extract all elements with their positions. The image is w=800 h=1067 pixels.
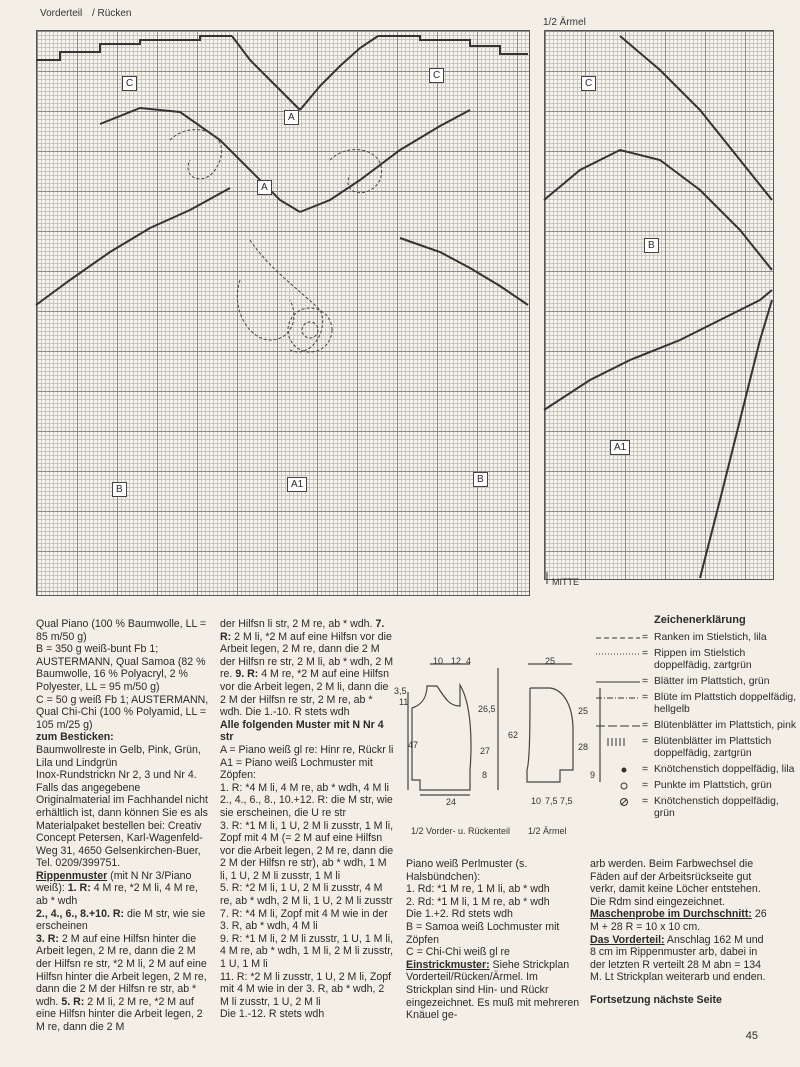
legend-item: = Blütenblätter im Plattstich, pink — [594, 720, 800, 732]
legend-item: = Rippen im Stielstich doppelfädig, zartgrün — [594, 648, 800, 672]
paragraph: Falls das angegebene Originalmaterial im Fachhandel nicht erhältlich ist, dann können Sie es als Materialpaket bestellen bei: Creativ Concept Petersen, Karl-Wagenfeld-Weg 31, 4650 Gelsenkirchen-Buer, Tel. 0209/399751. — [36, 781, 208, 870]
dim-sleeve-bottom-3: 7,5 — [560, 796, 573, 806]
paragraph: A1 = Piano weiß Lochmuster mit Zöpfen: — [220, 756, 373, 782]
dim-front-val-3: 27 — [480, 746, 491, 756]
dim-front-top-1: 10 — [433, 656, 444, 666]
dim-sleeve-top: 25 — [545, 656, 556, 666]
mitte-label: MITTE — [552, 577, 579, 587]
chart-title-sleeve: 1/2 Ärmel — [543, 17, 586, 28]
paragraph: der Hilfsn li str, 2 M re, ab * wdh. 7. R: 2 M li, *2 M auf eine Hilfsn vor die Arbeit legen, 2 M re, dann die 2 M der Hilfsn re str, 2 M li, ab * wdh, 2 M re. 9. R: 4 M re, *2 M auf eine Hilfsn vor die Arbeit legen, 2 M li, dann die 2 M der Hilfsn re str, 2 M re, ab * wdh. Die 1.-10. R stets wdh — [220, 618, 394, 719]
dim-front-val-4: 8 — [482, 770, 488, 780]
paragraph: B = 350 g weiß-bunt Fb 1; AUSTERMANN, Qual Samoa (82 % Baumwolle, 16 % Polyacryl, 2 % Polyester, LL = 95 m/50 g) — [36, 643, 206, 693]
legend-dashdot-symbol — [594, 692, 642, 704]
paragraph: 7. R: *4 M li, Zopf mit 4 M wie in der 3. R, ab * wdh, 4 M li — [220, 907, 388, 933]
schematic-sleeve-caption: 1/2 Ärmel — [528, 826, 567, 836]
dim-sleeve-val-1: 25 — [578, 706, 589, 716]
chart-title-front: Vorderteil — [40, 8, 83, 19]
sleeve-zone-b: B — [644, 238, 659, 253]
paragraph: A = Piano weiß gl re: Hinr re, Rückr li — [220, 743, 394, 756]
zone-a1: A1 — [287, 477, 307, 492]
paragraph: Maschenprobe im Durchschnitt: 26 M + 28 R = 10 x 10 cm. — [590, 908, 767, 933]
paragraph: Die 1.-12. R stets wdh — [220, 1008, 325, 1021]
dim-sleeve-val-2: 28 — [578, 742, 589, 752]
legend-circle-symbol — [594, 780, 642, 792]
paragraph: 1. R: *4 M li, 4 M re, ab * wdh, 4 M li — [220, 781, 389, 794]
chart-title-back: / Rücken — [92, 8, 132, 19]
zone-a-top: A — [284, 110, 299, 125]
legend-item: = Knötchenstich doppelfädig, grün — [594, 796, 800, 820]
zone-a-mid: A — [257, 180, 272, 195]
legend-ticks-symbol — [594, 736, 642, 748]
dim-front-height: 62 — [508, 730, 519, 740]
schematic-front-outline — [412, 685, 471, 790]
paragraph: Die 1.+2. Rd stets wdh — [406, 908, 513, 921]
paragraph: Das Vorderteil: Anschlag 162 M und 8 cm im Rippenmuster arb, dabei in der letzten R verteilt 28 M abn = 134 M. Lt Strickplan weiterarb und enden. — [590, 933, 766, 984]
dim-front-side-1: 3,5 — [394, 686, 407, 696]
text-column-right — [590, 858, 770, 1007]
paragraph: Alle folgenden Muster mit N Nr 4 str — [220, 718, 384, 744]
paragraph: Fortsetzung nächste Seite — [590, 993, 722, 1006]
legend-title: Zeichenerklärung — [654, 614, 746, 626]
dim-front-top-2: 12 — [451, 656, 462, 666]
legend-slashcircle-symbol — [594, 796, 642, 808]
legend-item: = Ranken im Stielstich, lila — [594, 632, 800, 644]
paragraph: Inox-Rundstrickn Nr 2, 3 und Nr 4. — [36, 769, 197, 782]
paragraph: Qual Piano (100 % Baumwolle, LL = 85 m/50 g) — [36, 618, 207, 643]
paragraph: 1. Rd: *1 M re, 1 M li, ab * wdh — [406, 883, 550, 896]
legend-dot-symbol — [594, 764, 642, 776]
legend-item: = Knötchenstich doppelfädig, lila — [594, 764, 800, 776]
dim-sleeve-val-3: 9 — [590, 770, 596, 780]
paragraph: 2., 4., 6., 8., 10.+12. R: die M str, wie sie erscheinen, die U re str — [220, 794, 393, 819]
paragraph: 9. R: *1 M li, 2 M li zusstr, 1 U, 1 M li, 4 M re, ab * wdh, 1 M li, 2 M li zusstr, 1 U, 1 M li — [220, 932, 394, 971]
dim-front-top-3: 4 — [466, 656, 472, 666]
dim-front-bottom: 24 — [446, 797, 457, 807]
page-number: 45 — [745, 1030, 758, 1042]
paragraph: C = 50 g weiß Fb 1; AUSTERMANN, Qual Chi-Chi (100 % Polyamid, LL = 105 m/25 g) — [36, 693, 209, 731]
paragraph: Einstrickmuster: Siehe Strickplan Vorderteil/Rücken/Ärmel. Im Strickplan sind Hin- und Rückr eingezeichnet. Es muß mit mehreren Knäuel ge- — [406, 958, 580, 1022]
schematic-front-caption: 1/2 Vorder- u. Rückenteil — [411, 826, 511, 836]
legend-solid-symbol — [594, 676, 642, 688]
dim-front-val-2: 47 — [408, 740, 419, 750]
legend — [594, 614, 800, 824]
legend-longdash-symbol — [594, 720, 642, 732]
text-column-middle-2 — [406, 858, 582, 1022]
legend-item: = Blätter im Plattstich, grün — [594, 676, 800, 688]
paragraph: 2., 4., 6., 8.+10. R: die M str, wie sie erscheinen — [36, 907, 206, 933]
paragraph: 3. R: *1 M li, 1 U, 2 M li zusstr, 1 M li, Zopf mit 4 M (= 2 M auf eine Hilfsn vor die Arbeit legen, 2 M re, dann die 2 M der Hilfsn re str), ab * wdh, 1 M li, 1 U, 2 M li zusstr, 1 M li — [220, 819, 394, 882]
paragraph: 5. R: *2 M li, 1 U, 2 M li zusstr, 4 M re, ab * wdh, 2 M li, 1 U, 2 M li zusstr — [220, 882, 393, 908]
paragraph: 2. Rd: *1 M li, 1 M re, ab * wdh — [406, 895, 550, 908]
sleeve-zone-c: C — [581, 76, 596, 91]
legend-item: = Blüte im Plattstich doppelfädig, hellgelb — [594, 692, 800, 716]
zone-c-right: C — [429, 68, 444, 83]
legend-item: = Blütenblätter im Plattstich doppelfädig, zartgrün — [594, 736, 800, 760]
paragraph: B = Samoa weiß Lochmuster mit Zöpfen — [406, 920, 560, 946]
paragraph: C = Chi-Chi weiß gl re — [406, 946, 510, 959]
dim-front-side-2: 11 — [399, 697, 409, 707]
paragraph: zum Besticken: Baumwollreste in Gelb, Pink, Grün, Lila und Lindgrün — [36, 731, 201, 769]
legend-item: = Punkte im Plattstich, grün — [594, 780, 800, 792]
dim-sleeve-bottom-2: 7,5 — [545, 796, 558, 806]
legend-dash-symbol — [594, 632, 642, 644]
dim-sleeve-bottom-1: 10 — [531, 796, 542, 806]
dim-front-val-1: 26,5 — [478, 704, 496, 714]
paragraph: 11. R: *2 M li zusstr, 1 U, 2 M li, Zopf mit 4 M wie in der 3. R, ab * wdh, 2 M li zusstr, 1 U, 2 M li — [220, 970, 392, 1008]
schematic-sleeve-outline — [527, 688, 573, 782]
paragraph: 3. R: 2 M auf eine Hilfsn hinter die Arbeit legen, 2 M re, dann die 2 M der Hilfsn re str, *2 M li, 2 M auf eine Hilfsn hinter die Arbeit legen, 2 M re, dann die 2 M der Hilfsn re str, ab * wdh. 5. R: 2 M li, 2 M re, *2 M auf eine Hilfsn hinter die Arbeit legen, 2 M re, dann die 2 M — [36, 932, 207, 1033]
paragraph: Rippenmuster (mit N Nr 3/Piano weiß): 1. R: 4 M re, *2 M li, 4 M re, ab * wdh — [36, 869, 198, 908]
paragraph: Piano weiß Perlmuster (s. Halsbündchen): — [406, 858, 528, 883]
legend-dots-symbol — [594, 648, 642, 660]
paragraph: arb werden. Beim Farbwechsel die Fäden auf der Arbeitsrückseite gut verkr, damit keine Löcher entstehen. Die Rdm sind eingezeichnet. — [590, 858, 761, 908]
zone-b-right: B — [473, 472, 488, 487]
zone-b-left: B — [112, 482, 127, 497]
zone-c-left: C — [122, 76, 137, 91]
sleeve-zone-a1: A1 — [610, 440, 630, 455]
